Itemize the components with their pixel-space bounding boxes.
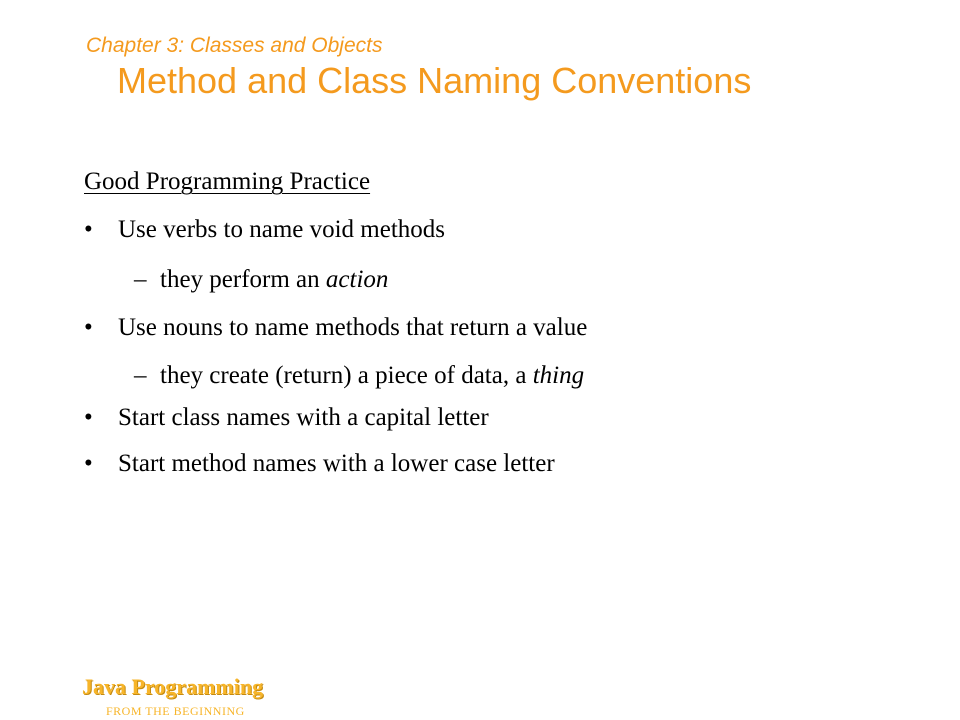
book-logo-subtitle: FROM THE BEGINNING	[106, 704, 245, 718]
bullet-text: Use verbs to name void methods	[118, 216, 446, 243]
sub-bullet-text	[160, 362, 584, 390]
bullet-marker: •	[84, 450, 93, 477]
sub-bullet-marker: –	[134, 266, 147, 293]
bullet-marker: •	[84, 314, 93, 341]
section-heading: Good Programming Practice	[84, 168, 371, 195]
sub-bullet-text-plain: they perform an	[160, 266, 326, 293]
sub-bullet-text	[160, 266, 388, 294]
sub-bullet-text-emphasis: action	[325, 266, 389, 293]
chapter-label: Chapter 3: Classes and Objects	[86, 34, 383, 57]
bullet-text: Start class names with a capital letter	[118, 404, 489, 431]
sub-bullet-marker: –	[134, 362, 147, 389]
bullet-marker: •	[84, 216, 93, 243]
book-logo-title: Java Programming	[82, 674, 264, 699]
bullet-text: Use nouns to name methods that return a value	[118, 314, 588, 341]
slide-title: Method and Class Naming Conventions	[117, 60, 752, 101]
bullet-marker: •	[84, 404, 93, 431]
bullet-text: Start method names with a lower case letter	[118, 450, 555, 477]
sub-bullet-text-emphasis: thing	[532, 362, 585, 389]
sub-bullet-text-plain: they create (return) a piece of data, a	[160, 362, 533, 389]
